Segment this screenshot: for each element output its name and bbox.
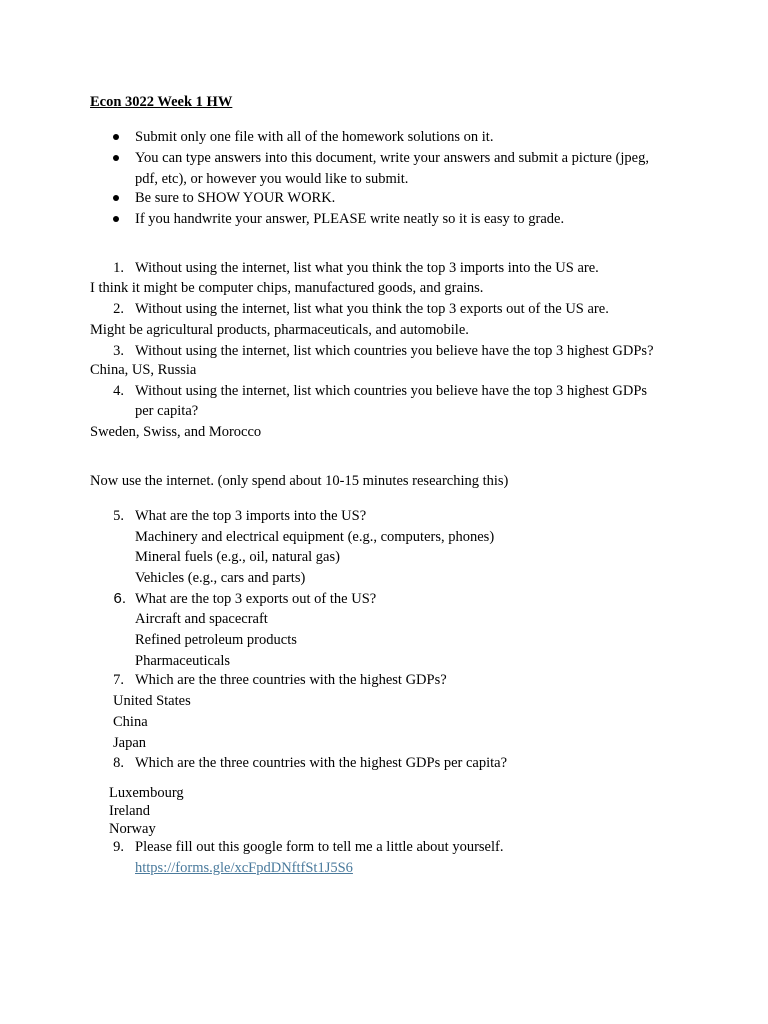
answer-line[interactable]: Machinery and electrical equipment (e.g., computers, phones)	[135, 529, 495, 545]
bullet-dot	[113, 134, 119, 140]
question-text: Without using the internet, list what you think the top 3 exports out of the US are.	[135, 301, 609, 317]
section-intro: Now use the internet. (only spend about 10-15 minutes researching this)	[90, 473, 509, 489]
question-number: 2.	[113, 301, 124, 317]
instruction-item: Be sure to SHOW YOUR WORK.	[135, 190, 336, 206]
question-number: 4.	[113, 383, 124, 399]
question-text: What are the top 3 exports out of the US?	[135, 591, 377, 607]
question-number: 1.	[113, 260, 124, 276]
answer-line[interactable]: Refined petroleum products	[135, 632, 297, 648]
question-text: Please fill out this google form to tell me a little about yourself.	[135, 839, 504, 855]
bullet-dot	[113, 155, 119, 161]
question-text-continued: per capita?	[135, 403, 199, 419]
instruction-item-continued: pdf, etc), or however you would like to submit.	[135, 171, 409, 187]
answer-line[interactable]: Luxembourg	[109, 785, 184, 801]
bullet-dot	[113, 216, 119, 222]
question-number: 5.	[113, 508, 124, 524]
answer-text[interactable]: Might be agricultural products, pharmaceuticals, and automobile.	[90, 322, 469, 338]
question-text: Without using the internet, list which countries you believe have the top 3 highest GDPs	[135, 383, 648, 399]
question-text: Which are the three countries with the highest GDPs per capita?	[135, 755, 508, 771]
answer-line[interactable]: Japan	[113, 735, 147, 751]
bullet-dot	[113, 195, 119, 201]
answer-line[interactable]: Pharmaceuticals	[135, 653, 231, 669]
google-form-link[interactable]: https://forms.gle/xcFpdDNftfSt1J5S6	[135, 860, 353, 876]
answer-text[interactable]: China, US, Russia	[90, 362, 197, 378]
instruction-item: Submit only one file with all of the homework solutions on it.	[135, 129, 494, 145]
answer-line[interactable]: Aircraft and spacecraft	[135, 611, 268, 627]
instruction-item: If you handwrite your answer, PLEASE write neatly so it is easy to grade.	[135, 211, 565, 227]
question-number: 6.	[113, 590, 126, 607]
answer-line[interactable]: Norway	[109, 821, 156, 837]
question-number: 3.	[113, 343, 124, 359]
question-number: 8.	[113, 755, 124, 771]
answer-text[interactable]: Sweden, Swiss, and Morocco	[90, 424, 262, 440]
answer-line[interactable]: Vehicles (e.g., cars and parts)	[135, 570, 306, 586]
answer-text[interactable]: I think it might be computer chips, manufactured goods, and grains.	[90, 280, 484, 296]
instruction-item: You can type answers into this document, write your answers and submit a picture (jpeg,	[135, 150, 649, 166]
question-text: Without using the internet, list which countries you believe have the top 3 highest GDPs?	[135, 343, 654, 359]
answer-line[interactable]: Ireland	[109, 803, 151, 819]
answer-line[interactable]: Mineral fuels (e.g., oil, natural gas)	[135, 549, 340, 565]
answer-line[interactable]: United States	[113, 693, 191, 709]
question-text: Which are the three countries with the highest GDPs?	[135, 672, 447, 688]
question-number: 7.	[113, 672, 124, 688]
document-title: Econ 3022 Week 1 HW	[90, 94, 233, 110]
question-text: Without using the internet, list what you think the top 3 imports into the US are.	[135, 260, 599, 276]
question-text: What are the top 3 imports into the US?	[135, 508, 367, 524]
question-number: 9.	[113, 839, 124, 855]
answer-line[interactable]: China	[113, 714, 148, 730]
